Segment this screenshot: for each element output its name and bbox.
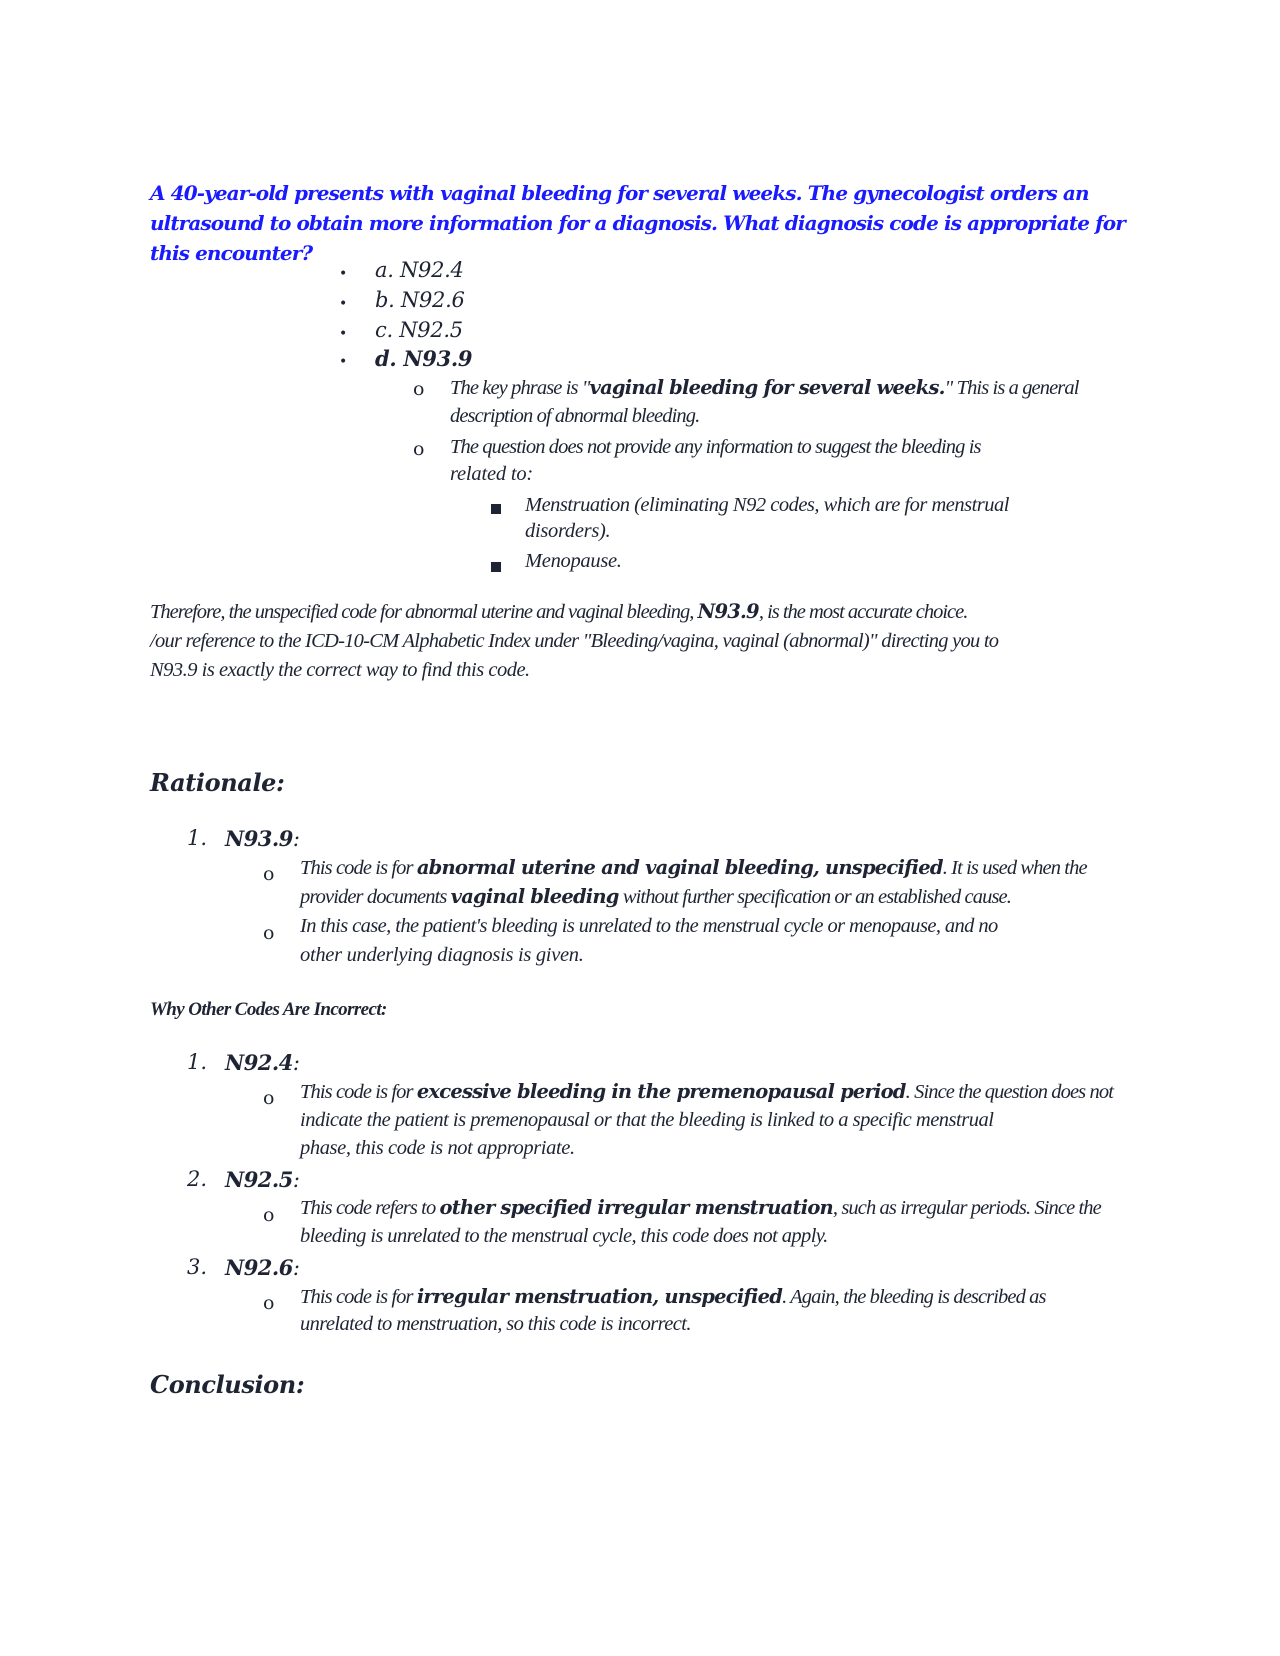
option-bullet: •: [339, 296, 348, 312]
item-3-line-1: This code is for irregular menstruation, unspecified. Again, the bleeding is described as: [300, 1285, 1046, 1308]
menstruation-line: Menstruation (eliminating N92 codes, which are for menstrual: [525, 494, 1009, 516]
rationale-heading: Rationale:: [150, 768, 285, 797]
therefore-line: Therefore, the unspecified code for abnormal uterine and vaginal bleeding, N93.9, is the most accurate choice.: [150, 600, 968, 623]
option-bullet: •: [339, 266, 348, 282]
option-bullet: •: [339, 354, 348, 370]
sub-bullet: o: [263, 1087, 275, 1109]
sub-bullet: o: [263, 1204, 275, 1226]
rationale-point-2-line-2: other underlying diagnosis is given.: [300, 944, 584, 966]
sub-bullet: o: [413, 378, 425, 400]
no-info-line: The question does not provide any information to suggest the bleeding is: [450, 436, 981, 458]
sub-bullet: o: [263, 863, 275, 885]
rationale-code: N93.9:: [225, 826, 300, 851]
option-c: c. N92.5: [375, 318, 463, 342]
reference-line: /our reference to the ICD-10-CM Alphabetic Index under "Bleeding/vagina, vaginal (abnormal)" directing you to: [150, 630, 999, 652]
menopause-line: Menopause.: [525, 550, 622, 572]
item-1-line-1: This code is for excessive bleeding in the premenopausal period. Since the question does not: [300, 1080, 1113, 1103]
rationale-point-2: In this case, the patient's bleeding is unrelated to the menstrual cycle or menopause, and no: [300, 915, 998, 937]
rationale-number: 1.: [187, 826, 208, 850]
option-a: a. N92.4: [375, 258, 464, 282]
reference-line-2: N93.9 is exactly the correct way to find this code.: [150, 659, 530, 681]
option-b: b. N92.6: [375, 288, 465, 312]
why-other-heading: Why Other Codes Are Incorrect:: [150, 999, 387, 1020]
square-bullet: [491, 504, 501, 514]
question-text: A 40-year-old presents with vaginal bleeding for several weeks. The gynecologist orders an ultrasound to obtain more information for a diagnosis. What diagnosis code is appropriate for this encounter?: [150, 181, 1125, 265]
item-number: 3.: [187, 1255, 208, 1279]
rationale-point-1-line-2: provider documents vaginal bleeding without further specification or an established cause.: [300, 885, 1011, 908]
option-bullet: •: [339, 326, 348, 342]
item-code: N92.4:: [225, 1050, 300, 1075]
item-1-line-3: phase, this code is not appropriate.: [300, 1137, 575, 1159]
conclusion-heading: Conclusion:: [150, 1370, 305, 1399]
item-code: N92.6:: [225, 1255, 300, 1280]
key-phrase-line: The key phrase is "vaginal bleeding for several weeks." This is a general: [450, 376, 1079, 399]
item-code: N92.5:: [225, 1167, 300, 1192]
square-bullet: [491, 562, 501, 572]
key-phrase-line-2: description of abnormal bleeding.: [450, 405, 700, 427]
item-1-line-2: indicate the patient is premenopausal or that the bleeding is linked to a specific menstrual: [300, 1109, 994, 1131]
item-2-line-2: bleeding is unrelated to the menstrual cycle, this code does not apply.: [300, 1225, 828, 1247]
item-number: 1.: [187, 1050, 208, 1074]
no-info-line-2: related to:: [450, 463, 534, 485]
rationale-point-1: This code is for abnormal uterine and vaginal bleeding, unspecified. It is used when the: [300, 856, 1087, 879]
item-3-line-2: unrelated to menstruation, so this code is incorrect.: [300, 1313, 691, 1335]
option-d-correct: d. N93.9: [375, 346, 473, 371]
item-number: 2.: [187, 1167, 208, 1191]
sub-bullet: o: [413, 438, 425, 460]
sub-bullet: o: [263, 1292, 275, 1314]
item-2-line-1: This code refers to other specified irregular menstruation, such as irregular periods. Since the: [300, 1196, 1101, 1219]
sub-bullet: o: [263, 922, 275, 944]
menstruation-line-2: disorders).: [525, 520, 611, 542]
